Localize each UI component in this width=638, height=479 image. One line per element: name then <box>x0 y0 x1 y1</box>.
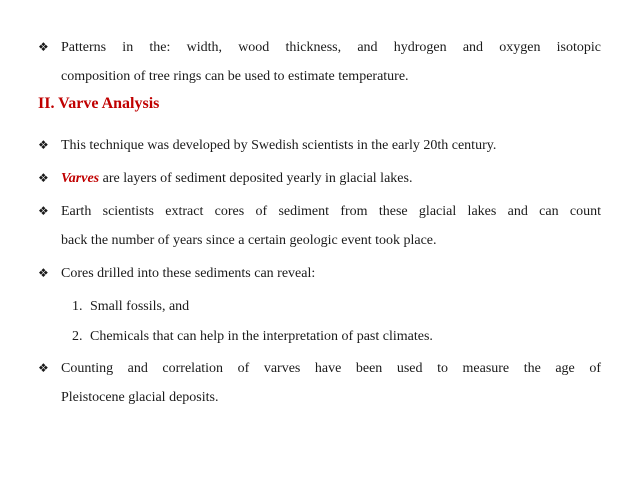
numbered-item-2 <box>72 322 433 351</box>
bullet-pleistocene-line1: ❖ Counting and correlation of varves have been used to measure the age of <box>38 354 601 383</box>
bullet-pleistocene <box>38 354 601 412</box>
bullet-extract-cores <box>38 197 601 255</box>
varves-term: Varves <box>61 171 100 186</box>
diamond-bullet-icon: ❖ <box>38 361 49 375</box>
bullet-varves-definition: ❖ Varves are layers of sediment deposited yearly in glacial lakes. <box>38 164 601 193</box>
diamond-bullet-icon: ❖ <box>38 171 49 185</box>
list-item-text: Chemicals that can help in the interpretation of past climates. <box>90 329 433 344</box>
diamond-bullet-icon: ❖ <box>38 266 49 280</box>
diamond-bullet-icon: ❖ <box>38 40 49 54</box>
list-number: 1. <box>72 299 83 314</box>
bullet-pleistocene-line2: Pleistocene glacial deposits. <box>61 390 219 405</box>
diamond-bullet-icon: ❖ <box>38 204 49 218</box>
bullet-cores-reveal: ❖ Cores drilled into these sediments can reveal: <box>38 259 601 288</box>
bullet-swedish-scientists: ❖ This technique was developed by Swedish scientists in the early 20th century. <box>38 131 601 160</box>
list-item-text: Small fossils, and <box>90 299 190 314</box>
list-number: 2. <box>72 329 83 344</box>
numbered-item-1 <box>72 292 189 321</box>
section-heading: II. Varve Analysis <box>38 95 160 112</box>
bullet-extract-cores-line2: back the number of years since a certain geologic event took place. <box>61 233 437 248</box>
bullet-extract-cores-line1: ❖ Earth scientists extract cores of sediment from these glacial lakes and can count <box>38 197 601 226</box>
bullet-tree-rings-line2: composition of tree rings can be used to estimate temperature. <box>61 69 409 84</box>
bullet-tree-rings-line1: ❖ Patterns in the: width, wood thickness, and hydrogen and oxygen isotopic <box>38 33 601 62</box>
diamond-bullet-icon: ❖ <box>38 138 49 152</box>
bullet-tree-rings <box>38 33 601 91</box>
